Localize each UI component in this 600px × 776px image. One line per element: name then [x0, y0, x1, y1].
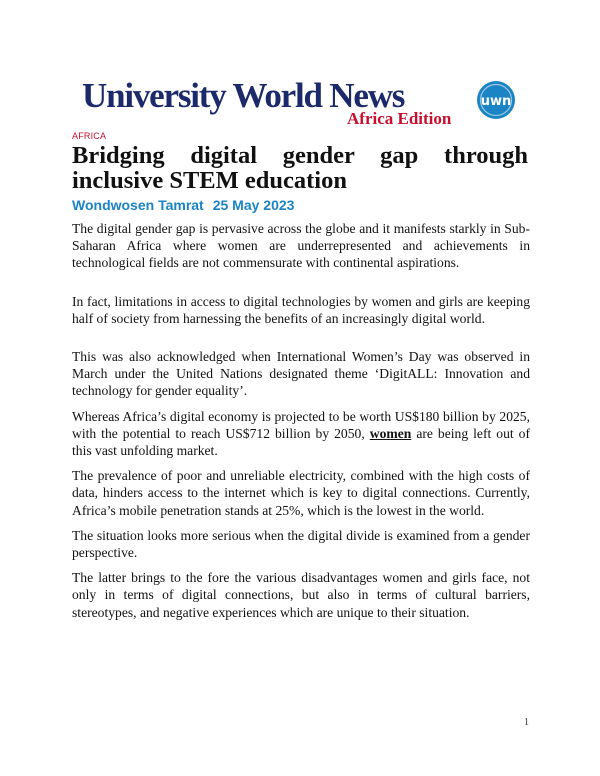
author-name[interactable]: Wondwosen Tamrat	[72, 197, 204, 213]
paragraph-4-after: are being left out of this vast unfolding market.	[72, 425, 530, 459]
publish-date: 25 May 2023	[212, 197, 295, 213]
women-link[interactable]: women	[369, 425, 412, 441]
paragraph-4-before: Whereas Africa’s digital economy is projected to be worth US$180 billion by 2025, with the potential to reach US$712 billion by 2050,	[72, 408, 530, 441]
page-number: 1	[524, 717, 529, 728]
article-headline: Bridging digital gender gap through inclusive STEM education	[72, 142, 528, 194]
logo-mark: uwn	[480, 94, 512, 109]
paragraph-1: The digital gender gap is pervasive across the globe and it manifests starkly in Sub-Saharan Africa where women are underrepresented and achievements in technological fields are not commensurate with continental aspirations.	[72, 221, 530, 271]
paragraph-3: This was also acknowledged when International Women’s Day was observed in March under the United Nations designated theme ‘DigitALL: Innovation and technology for gender equality’.	[72, 349, 530, 399]
masthead-edition: Africa Edition	[347, 109, 452, 128]
paragraph-5: The prevalence of poor and unreliable electricity, combined with the high costs of data, hinders access to the internet which is key to digital connections. Currently, Africa’s mobile penetration stands at 25%, which is the lowest in the world.	[72, 468, 530, 518]
byline	[72, 197, 303, 213]
masthead	[82, 76, 522, 130]
paragraph-7: The latter brings to the fore the various disadvantages women and girls face, not only in terms of digital connections, but also in terms of cultural barriers, stereotypes, and negative experiences which are unique to their situation.	[72, 570, 530, 620]
article-body	[72, 220, 530, 621]
section-label[interactable]: AFRICA	[72, 131, 107, 141]
masthead-title: University World News	[82, 76, 405, 115]
uwn-logo-icon	[476, 80, 516, 120]
paragraph-4	[72, 408, 530, 460]
paragraph-2: In fact, limitations in access to digital technologies by women and girls are keeping half of society from harnessing the benefits of an increasingly digital world.	[72, 293, 530, 326]
paragraph-6: The situation looks more serious when the digital divide is examined from a gender perspective.	[72, 527, 530, 561]
